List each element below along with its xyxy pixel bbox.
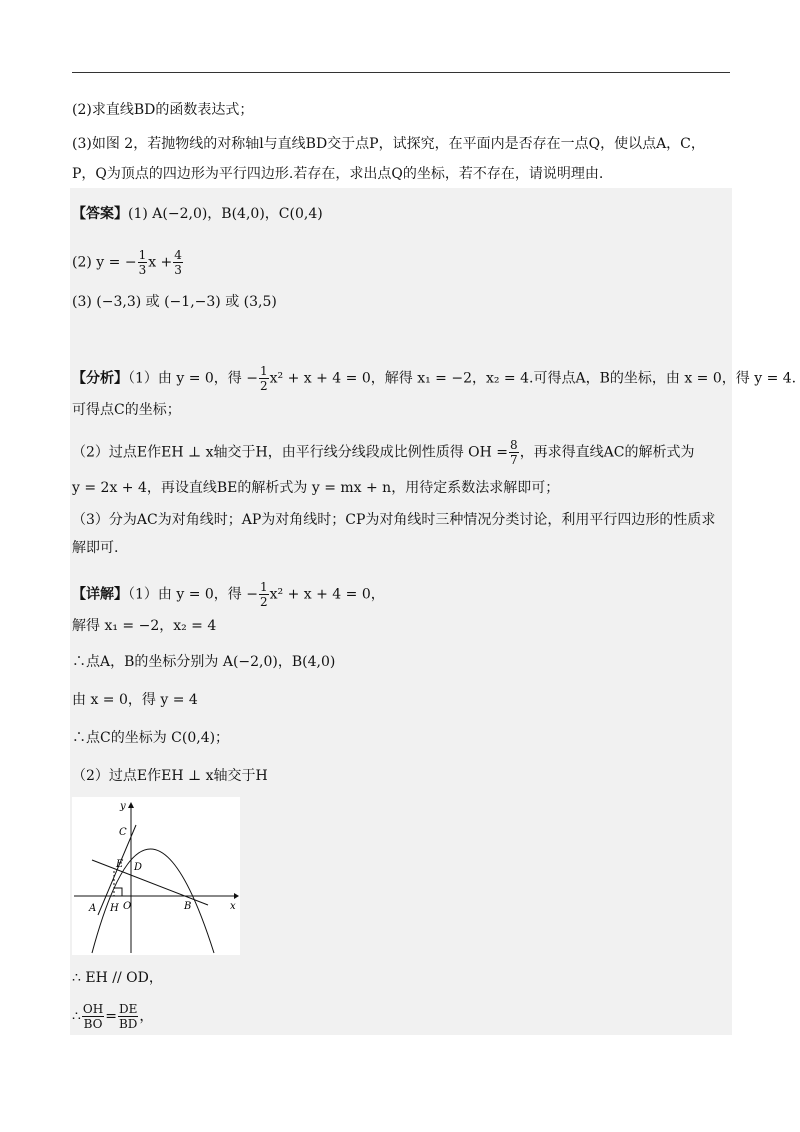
analysis-line-2: [72, 438, 695, 467]
parabola-figure: [72, 797, 240, 955]
answer-2-fraction-2: [173, 248, 183, 277]
label-o: O: [123, 901, 132, 912]
right-angle-marker: [114, 888, 122, 896]
analysis-2-fraction: [509, 438, 519, 467]
fraction-numerator: OH: [82, 1002, 104, 1016]
question-part-3-line-1: (3)如图 2，若抛物线的对称轴l与直线BD交于点P，试探究，在平面内是否存在一点Q，使以点A，C，: [72, 136, 705, 152]
question-part-3-line-2: P，Q为顶点的四边形为平行四边形.若存在，求出点Q的坐标，若不存在，请说明理由.: [72, 166, 604, 182]
fraction-denominator: 7: [510, 453, 518, 467]
detail-4: 由 x = 0，得 y = 4: [72, 692, 198, 708]
fraction-denominator: 2: [260, 595, 268, 609]
x-axis-arrow: [234, 893, 239, 899]
detail-5: ∴点C的坐标为 C(0,4)；: [72, 730, 230, 746]
detail-1a: （1）由 y = 0，得 −: [128, 586, 258, 603]
label-c: C: [119, 827, 127, 838]
answer-2-fraction-1: [138, 248, 148, 277]
detail-6: （2）过点E作EH ⊥ x轴交于H: [72, 768, 268, 784]
detail-line-1: [72, 580, 385, 609]
detail-3: ∴点A，B的坐标分别为 A(−2,0)，B(4,0): [72, 654, 336, 670]
detail-8-fraction-1: [82, 1002, 104, 1031]
fraction-denominator: BD: [118, 1017, 138, 1031]
label-e: E: [116, 859, 124, 870]
detail-8-suffix: ，: [139, 1008, 154, 1025]
figure-svg: [72, 797, 240, 955]
label-a: A: [89, 903, 97, 914]
detail-1-fraction: [259, 580, 269, 609]
analysis-1b: x² + x + 4 = 0，解得 x₁ = −2，x₂ = 4.可得点A，B的坐标，由 x = 0，得 y = 4.: [269, 370, 797, 387]
analysis-label: 【分析】: [72, 370, 128, 387]
parabola-curve: [92, 849, 214, 953]
question-part-2: (2)求直线BD的函数表达式；: [72, 102, 254, 118]
analysis-1a: （1）由 y = 0，得 −: [128, 370, 258, 387]
label-d: D: [134, 862, 143, 873]
y-axis-arrow: [128, 802, 134, 808]
answer-line-2: [72, 248, 184, 277]
answer-3: (3) (−3,3) 或 (−1,−3) 或 (3,5): [72, 294, 277, 310]
analysis-2a: （2）过点E作EH ⊥ x轴交于H，由平行线分线段成比例性质得 OH =: [72, 444, 509, 461]
fraction-denominator: 3: [174, 263, 182, 277]
detail-2: 解得 x₁ = −2，x₂ = 4: [72, 618, 217, 634]
answer-2-mid: x +: [148, 254, 173, 271]
fraction-numerator: 1: [260, 580, 268, 594]
analysis-1-fraction: [259, 364, 269, 393]
label-h: H: [110, 903, 119, 914]
fraction-numerator: DE: [118, 1002, 138, 1016]
analysis-line-1: [72, 364, 796, 393]
analysis-1c: 可得点C的坐标；: [72, 402, 181, 418]
answer-1: (1) A(−2,0)，B(4,0)，C(0,4): [128, 206, 323, 222]
fraction-denominator: BO: [83, 1017, 103, 1031]
fraction-denominator: 3: [138, 263, 147, 277]
label-y: y: [120, 801, 126, 812]
analysis-2c: y = 2x + 4，再设直线BE的解析式为 y = mx + n，用待定系数法求解即可；: [72, 480, 560, 496]
answer-label: 【答案】: [72, 206, 128, 222]
fraction-denominator: 2: [260, 379, 268, 393]
fraction-numerator: 1: [260, 364, 268, 378]
detail-1b: x² + x + 4 = 0，: [269, 586, 385, 603]
detail-line-8: [72, 1002, 153, 1031]
label-x: x: [230, 901, 236, 912]
fraction-numerator: 4: [174, 248, 182, 262]
analysis-3a: （3）分为AC为对角线时；AP为对角线时；CP为对角线时三种情况分类讨论，利用平行四边形的性质求: [72, 512, 716, 528]
analysis-2b: ，再求得直线AC的解析式为: [519, 444, 695, 461]
analysis-3b: 解即可.: [72, 540, 119, 556]
detail-8-prefix: ∴: [72, 1008, 81, 1025]
label-b: B: [184, 901, 192, 912]
detail-label: 【详解】: [72, 586, 128, 603]
detail-7: ∴ EH // OD，: [72, 970, 163, 986]
detail-8-equals: =: [105, 1008, 117, 1025]
fraction-numerator: 1: [138, 248, 147, 262]
fraction-numerator: 8: [510, 438, 518, 452]
answer-2-prefix: (2) y = −: [72, 254, 137, 271]
detail-8-fraction-2: [118, 1002, 138, 1031]
header-rule: [72, 72, 730, 73]
answer-line-1: [72, 204, 323, 224]
